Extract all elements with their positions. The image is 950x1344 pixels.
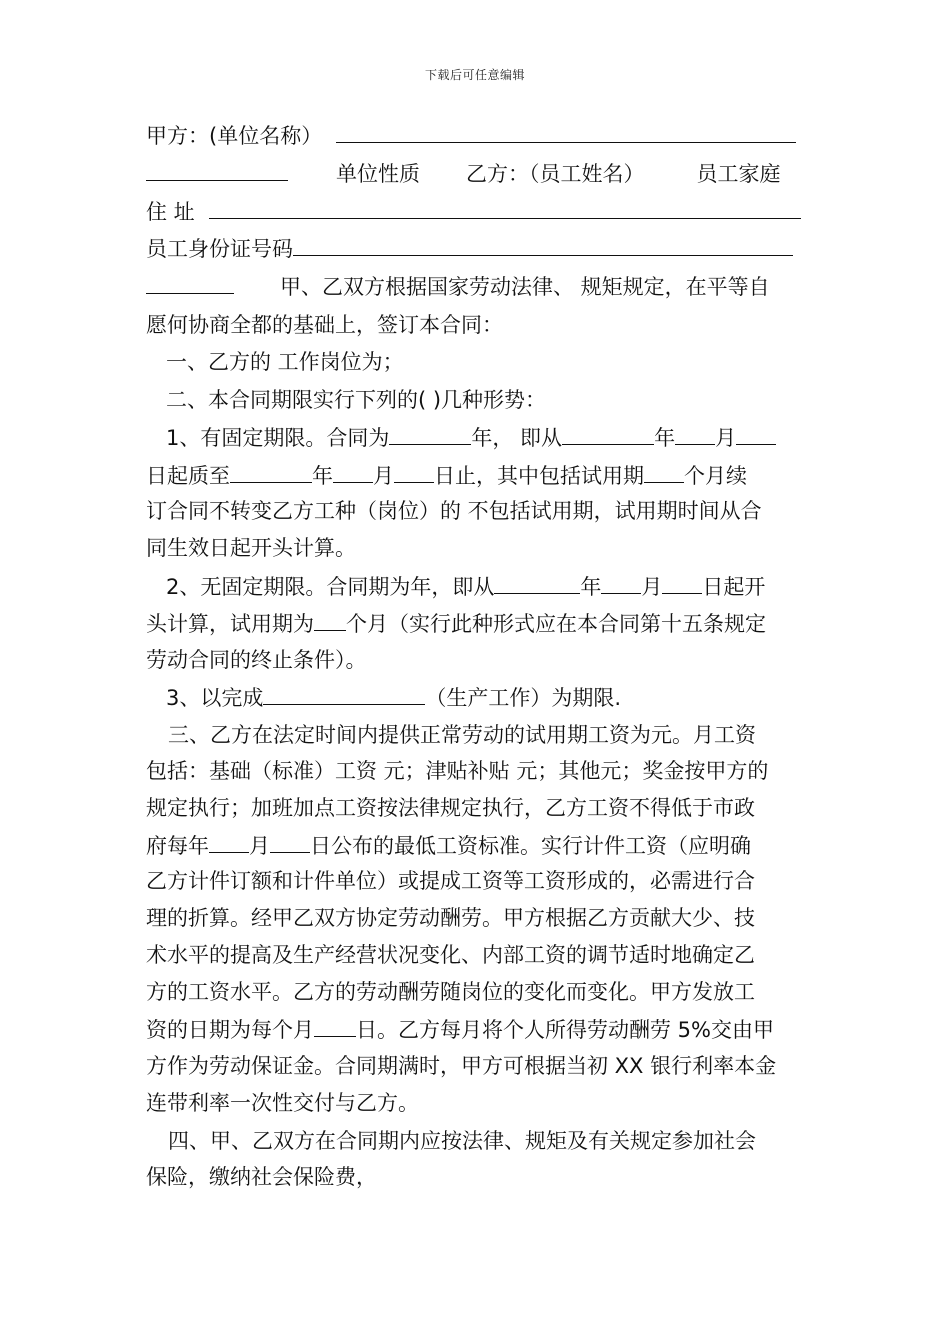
preamble-line-2 [146, 310, 811, 340]
address-blank [209, 196, 801, 219]
start-day-blank [736, 422, 776, 445]
term-open-text-b: 年 [580, 575, 602, 599]
term-open-line-2 [146, 608, 811, 638]
family-label: 员工家庭 [696, 162, 781, 186]
end-year-blank [230, 460, 312, 483]
address-line [146, 196, 811, 226]
term-open-text-d: 日起开 [702, 575, 766, 599]
probation-months-blank [644, 460, 684, 483]
end-day-blank [394, 460, 434, 483]
clause-1-text: 一、乙方的 工作岗位为； [166, 350, 404, 374]
term-fixed-text-e: 日起质至 [146, 464, 230, 488]
term-open-text-c: 月 [641, 575, 663, 599]
clause-4-line-2 [146, 1162, 811, 1192]
clause-3-line-10 [146, 1051, 811, 1081]
clause-3-line-6 [146, 903, 811, 933]
id-number-blank-cont [146, 271, 234, 294]
clause-3-text-6: 理的折算。经甲乙双方协定劳动酬劳。甲方根据乙方贡献大少、技 [146, 906, 755, 930]
clause-3-line-5 [146, 866, 811, 896]
task-blank [263, 682, 425, 705]
party-b-label: 乙方：（员工姓名） [466, 162, 645, 186]
clause-3-text-4c: 日公布的最低工资标准。实行计件工资（应明确 [310, 834, 751, 858]
clause-3-text-10: 方作为劳动保证金。合同期满时，甲方可根据当初 XX 银行利率本金 [146, 1054, 777, 1078]
page-header-note: 下载后可任意编辑 [424, 68, 525, 82]
clause-3-text-8: 方的工资水平。乙方的劳动酬劳随岗位的变化而变化。甲方发放工 [146, 980, 755, 1004]
clause-3-text-1: 三、乙方在法定时间内提供正常劳动的试用期工资为元。月工资 [168, 723, 756, 747]
term-fixed-text-h: 日止，其中包括试用期 [434, 464, 644, 488]
address-label: 住 址 [146, 200, 195, 224]
term-fixed-text-f: 年 [312, 464, 333, 488]
term-fixed-line-3 [146, 496, 811, 526]
preamble-text-1: 甲、乙双方根据国家劳动法律、 规矩规定，在平等自 [280, 275, 770, 299]
term-fixed-text-a: 1、有固定期限。合同为 [166, 426, 390, 450]
start-month-blank [675, 422, 715, 445]
clause-2-text: 二、本合同期限实行下列的( )几种形势： [166, 388, 547, 412]
open-start-month-blank [601, 571, 641, 594]
term-task-line [166, 682, 831, 712]
id-number-label: 员工身份证号码 [146, 237, 293, 261]
term-fixed-line-1 [166, 422, 831, 452]
open-start-day-blank [662, 571, 702, 594]
term-task-text-b: （生产工作）为期限. [425, 686, 622, 710]
clause-3-text-9a: 资的日期为每个月 [146, 1018, 314, 1042]
clause-3-line-11 [146, 1088, 811, 1118]
clause-3-text-2: 包括：基础（标准）工资 元；津贴补贴 元；其他元；奖金按甲方的 [146, 759, 769, 783]
clause-3-line-3 [146, 793, 811, 823]
term-fixed-text-d: 月 [715, 426, 737, 450]
min-wage-month-blank [209, 830, 249, 853]
clause-4-text-1: 四、甲、乙双方在合同期内应按法律、规矩及有关规定参加社会 [168, 1129, 756, 1153]
clause-3-line-4 [146, 830, 811, 860]
term-fixed-line-2 [146, 460, 811, 490]
clause-3-line-7 [146, 940, 811, 970]
term-fixed-text-g: 月 [373, 464, 394, 488]
start-year-blank [562, 422, 654, 445]
clause-4-line-1 [168, 1126, 833, 1156]
id-number-blank [293, 233, 793, 256]
term-fixed-text-k: 同生效日起开头计算。 [146, 536, 356, 560]
open-start-year-blank [494, 571, 580, 594]
clause-3-text-5: 乙方计件订额和计件单位）或提成工资等工资形成的，必需进行合 [146, 869, 755, 893]
clause-3-text-4a: 府每年 [146, 834, 209, 858]
clause-4-text-2: 保险，缴纳社会保险费， [146, 1165, 377, 1189]
term-open-text-a: 2、无固定期限。合同期为年，即从 [166, 575, 495, 599]
clause-3-text-7: 术水平的提高及生产经营状况变化、内部工资的调节适时地确定乙 [146, 943, 755, 967]
open-probation-blank [314, 608, 346, 631]
term-open-text-f: 个月（实行此种形式应在本合同第十五条规定 [346, 612, 766, 636]
clause-3-text-3: 规定执行；加班加点工资按法律规定执行，乙方工资不得低于市政 [146, 796, 755, 820]
term-fixed-line-4 [146, 533, 811, 563]
unit-nature-line [146, 158, 811, 188]
unit-blank [146, 158, 288, 181]
pay-day-blank [314, 1014, 356, 1037]
term-open-line-3 [146, 645, 811, 675]
term-open-text-e: 头计算，试用期为 [146, 612, 314, 636]
min-wage-day-blank [270, 830, 310, 853]
term-task-text-a: 3、以完成 [166, 686, 264, 710]
id-number-line [146, 233, 811, 263]
term-years-blank [389, 422, 471, 445]
term-fixed-text-c: 年 [654, 426, 676, 450]
clause-1-line [166, 347, 831, 377]
clause-3-text-11: 连带利率一次性交付与乙方。 [146, 1091, 419, 1115]
term-open-text-g: 劳动合同的终止条件）。 [146, 648, 367, 672]
clause-3-text-4b: 月 [249, 834, 270, 858]
term-fixed-text-i: 个月续 [684, 464, 747, 488]
clause-3-text-9b: 日。乙方每月将个人所得劳动酬劳 5%交由甲 [356, 1018, 774, 1042]
preamble-line-1 [146, 271, 811, 301]
clause-3-line-8 [146, 977, 811, 1007]
party-a-line [146, 120, 811, 150]
term-open-line-1 [166, 571, 831, 601]
preamble-text-2: 愿何协商全都的基础上，签订本合同： [146, 313, 503, 337]
party-a-label: 甲方：(单位名称） [146, 124, 323, 148]
party-a-blank [336, 120, 796, 143]
end-month-blank [333, 460, 373, 483]
clause-3-line-1 [168, 720, 833, 750]
clause-3-line-2 [146, 756, 811, 786]
clause-2-line [166, 385, 831, 415]
clause-3-line-9 [146, 1014, 811, 1044]
unit-nature-label: 单位性质 [336, 162, 420, 186]
term-fixed-text-j: 订合同不转变乙方工种（岗位）的 不包括试用期，试用期时间从合 [146, 499, 762, 523]
term-fixed-text-b: 年， 即从 [471, 426, 563, 450]
